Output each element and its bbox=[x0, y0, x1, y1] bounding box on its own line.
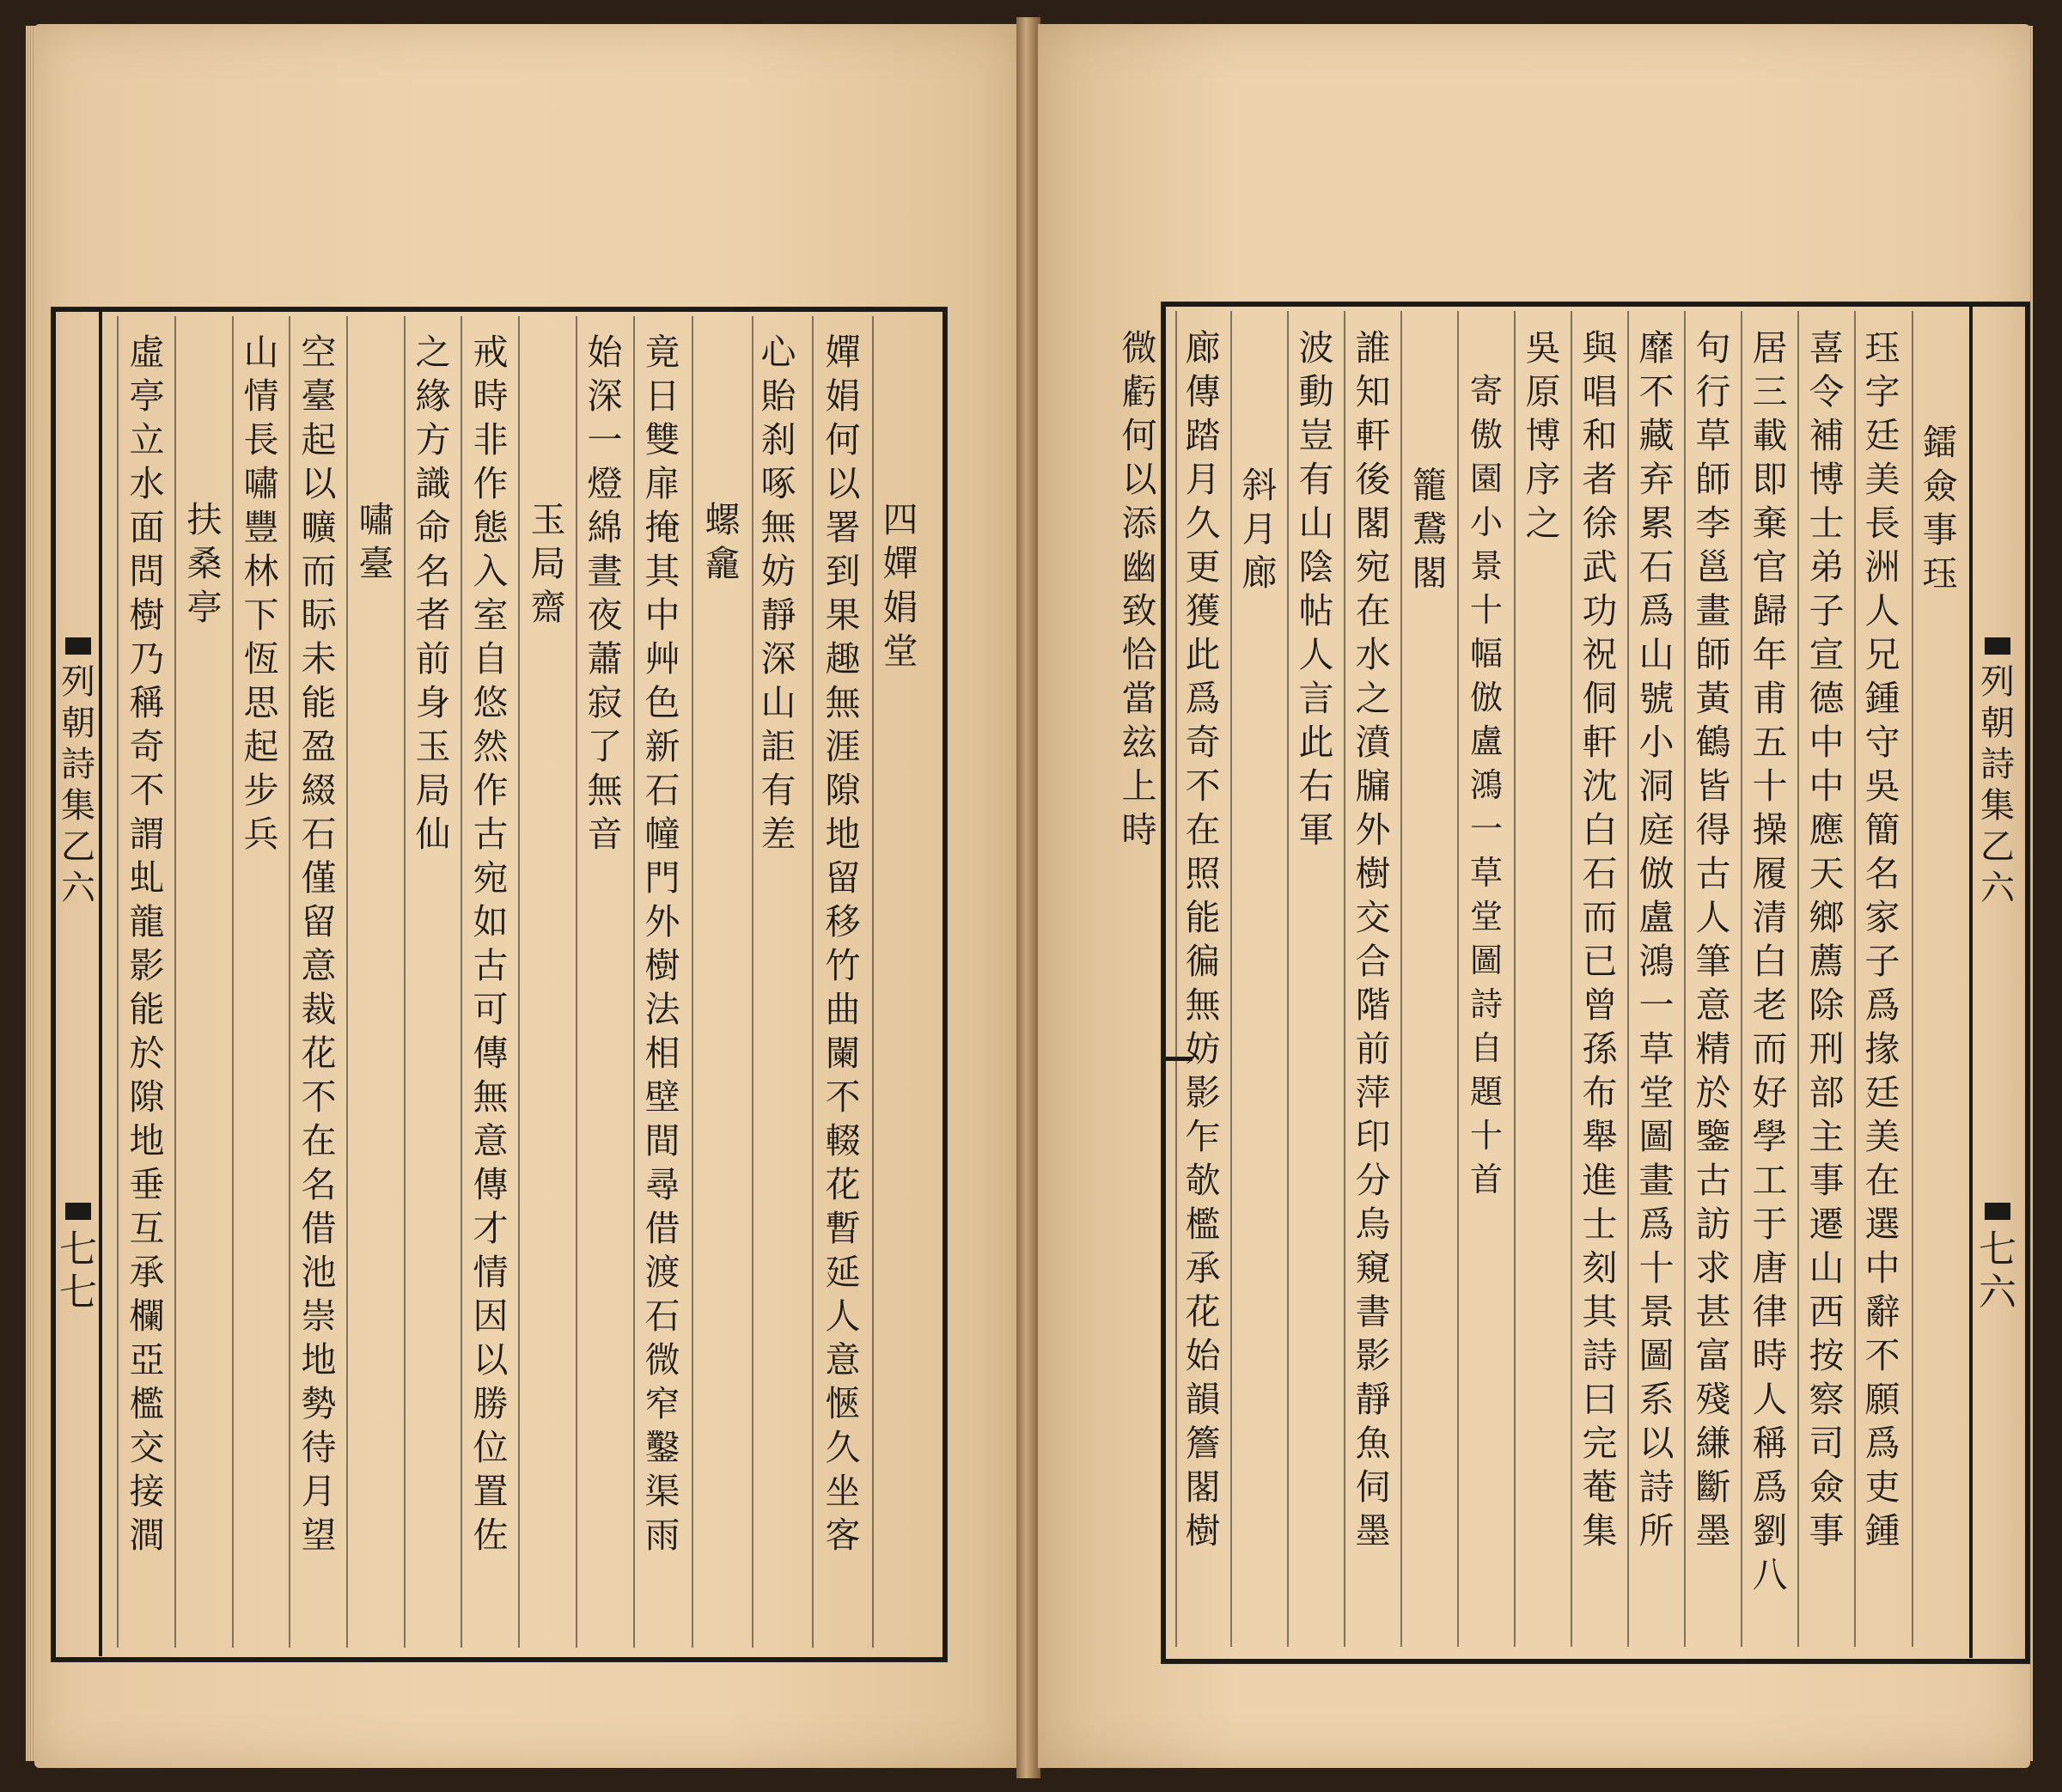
text-column: 戒時非作態入室自悠然作古宛如古可傳無意傳才情因以勝位置佐 bbox=[473, 332, 509, 1556]
column-rule bbox=[1627, 311, 1629, 1647]
right-fish-tail-upper bbox=[1985, 637, 2010, 655]
column-rule bbox=[289, 316, 290, 1648]
column-rule bbox=[117, 316, 119, 1648]
text-column: 玉局齋 bbox=[530, 499, 566, 628]
column-rule bbox=[1571, 311, 1572, 1647]
column-rule bbox=[1287, 311, 1289, 1647]
text-column: 螺龕 bbox=[705, 499, 741, 584]
text-column: 斜月廊 bbox=[1241, 465, 1278, 594]
column-rule bbox=[1912, 311, 1913, 1647]
text-column: 嬋娟何以署到果趣無涯隙地留移竹曲闌不輟花暫延人意愜久坐客 bbox=[825, 332, 861, 1556]
text-column: 寄傲園小景十幅倣盧鴻一草堂圖詩自題十首 bbox=[1469, 372, 1503, 1198]
left-margin-title: 列朝詩集乙六 bbox=[61, 662, 95, 908]
column-rule bbox=[1457, 311, 1459, 1647]
column-rule bbox=[346, 316, 348, 1648]
right-fish-tail-lower bbox=[1985, 1203, 2010, 1220]
text-column: 句行草師李邕畫師黃鶴皆得古人筆意精於鑒古訪求甚富殘縑斷墨 bbox=[1695, 327, 1731, 1551]
column-rule bbox=[461, 316, 462, 1648]
text-column: 廊傳踏月久更獲此爲奇不在照能徧無妨影乍欹檻承花始韻簷閣樹 bbox=[1185, 327, 1221, 1551]
text-column: 波動豈有山陰帖人言此右軍 bbox=[1298, 327, 1334, 850]
column-rule bbox=[692, 316, 693, 1648]
left-page-number: 七七 bbox=[59, 1228, 97, 1314]
text-column: 扶桑亭 bbox=[186, 499, 223, 628]
text-column: 誰知軒後閣宛在水之濆牖外樹交合階前萍印分烏窺書影靜魚伺墨 bbox=[1355, 327, 1391, 1551]
text-column: 喜令補博士弟子宣德中中應天鄉薦除刑部主事遷山西按察司僉事 bbox=[1809, 327, 1845, 1551]
text-column: 始深一燈綿晝夜蕭寂了無音 bbox=[587, 332, 623, 855]
column-rule bbox=[1175, 311, 1177, 1647]
text-column: 與唱和者徐武功祝侗軒沈白石而已曾孫布舉進士刻其詩曰完菴集 bbox=[1582, 327, 1618, 1551]
column-rule bbox=[1854, 311, 1856, 1647]
column-rule bbox=[518, 316, 520, 1648]
column-rule bbox=[1400, 311, 1402, 1647]
text-column: 山情長嘯豐林下恆思起步兵 bbox=[243, 332, 279, 855]
left-fish-tail-lower bbox=[65, 1203, 91, 1220]
text-column: 微虧何以添幽致恰當玆上時 bbox=[1121, 327, 1157, 850]
column-rule bbox=[1344, 311, 1345, 1647]
text-column: 之緣方識命名者前身玉局仙 bbox=[415, 332, 451, 855]
column-rule bbox=[1741, 311, 1742, 1647]
text-column: 四嬋娟堂 bbox=[882, 499, 918, 672]
column-rule bbox=[1684, 311, 1686, 1647]
text-column: 珏字廷美長洲人兄鍾守吳簡名家子爲掾廷美在選中辭不願爲吏鍾 bbox=[1864, 327, 1900, 1551]
column-rule bbox=[872, 316, 874, 1648]
text-column: 心貽刹啄無妨靜深山詎有差 bbox=[760, 332, 796, 855]
text-column: 居三載即棄官歸年甫五十操履清白老而好學工于唐律時人稱爲劉八 bbox=[1752, 327, 1788, 1595]
column-rule bbox=[1514, 311, 1516, 1647]
text-column: 鐳僉事珏 bbox=[1922, 422, 1958, 594]
column-rule bbox=[1797, 311, 1799, 1647]
right-center-strip-rule bbox=[1969, 302, 1973, 1658]
column-rule bbox=[812, 316, 814, 1648]
book-gutter bbox=[1016, 17, 1040, 1778]
text-column: 空臺起以曠而眎未能盈綴石僅留意裁花不在名借池崇地勢待月望 bbox=[301, 332, 337, 1556]
text-column: 嘯臺 bbox=[358, 499, 394, 584]
right-page-number: 七六 bbox=[1979, 1228, 2016, 1314]
text-column: 吳原博序之 bbox=[1525, 327, 1561, 544]
column-rule bbox=[232, 316, 234, 1648]
column-rule bbox=[633, 316, 635, 1648]
column-rule bbox=[752, 316, 753, 1648]
right-margin-title: 列朝詩集乙六 bbox=[1980, 662, 2015, 908]
left-center-strip-rule bbox=[99, 308, 102, 1656]
column-rule bbox=[174, 316, 176, 1648]
column-rule bbox=[576, 316, 577, 1648]
text-column: 竟日雙扉掩其中艸色新石幢門外樹法相壁間尋借渡石微窄鑿渠雨 bbox=[644, 332, 680, 1556]
left-fish-tail-upper bbox=[65, 637, 91, 655]
text-column: 靡不藏弃累石爲山號小洞庭倣盧鴻一草堂圖畫爲十景圖系以詩所 bbox=[1638, 327, 1675, 1551]
column-rule bbox=[1230, 311, 1232, 1647]
text-column: 籠鵞閣 bbox=[1412, 465, 1448, 594]
column-rule bbox=[404, 316, 406, 1648]
text-column: 虛亭立水面問樹乃稱奇不謂虬龍影能於隙地垂互承欄亞檻交接澗 bbox=[129, 332, 165, 1556]
text-column-final bbox=[105, 331, 117, 1649]
